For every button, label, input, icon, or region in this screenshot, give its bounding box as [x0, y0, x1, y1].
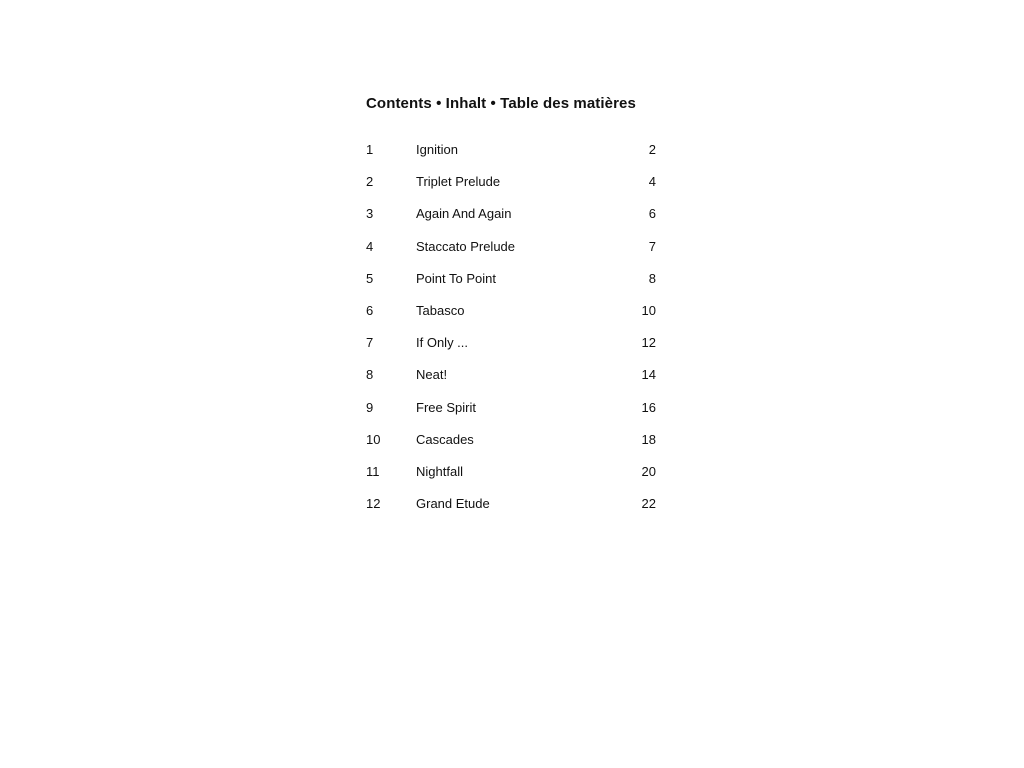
entry-page-number: 7 [648, 238, 656, 254]
entry-title: Staccato Prelude [416, 238, 516, 254]
entry-page-number: 22 [641, 496, 656, 512]
entry-number: 1 [366, 142, 374, 157]
entry-number: 10 [366, 431, 381, 447]
contents-entry [366, 432, 656, 464]
contents-entry [366, 367, 656, 399]
table-of-contents [366, 94, 658, 512]
page-title: Contents • Inhalt • Table des matières [366, 95, 636, 112]
entry-title: Tabasco [416, 302, 465, 318]
entry-page-number: 14 [641, 367, 656, 383]
contents-entry [366, 496, 656, 528]
contents-entry [366, 142, 656, 174]
entry-number: 4 [366, 238, 374, 254]
contents-entry [366, 335, 656, 367]
entry-page-number: 8 [648, 270, 656, 286]
contents-list [366, 142, 656, 528]
entry-page-number: 16 [641, 399, 656, 415]
entry-page-number: 20 [641, 463, 656, 479]
entry-title: If Only ... [416, 335, 469, 351]
entry-number: 6 [366, 302, 374, 318]
entry-number: 11 [366, 463, 380, 479]
entry-title: Point To Point [416, 270, 496, 286]
entry-number: 12 [366, 496, 381, 512]
entry-number: 8 [366, 367, 374, 383]
entry-title: Free Spirit [416, 399, 476, 415]
entry-number: 3 [366, 206, 374, 222]
entry-number: 5 [366, 270, 374, 286]
entry-number: 2 [366, 174, 374, 190]
contents-entry [366, 303, 656, 335]
entry-page-number: 18 [641, 431, 656, 447]
contents-entry [366, 271, 656, 303]
contents-entry [366, 174, 656, 206]
entry-page-number: 4 [648, 174, 656, 190]
entry-number: 7 [366, 335, 374, 351]
contents-entry [366, 239, 656, 271]
entry-title: Neat! [416, 367, 448, 383]
entry-page-number: 2 [648, 142, 656, 157]
entry-title: Triplet Prelude [416, 174, 501, 190]
entry-title: Again And Again [416, 206, 512, 222]
entry-page-number: 10 [641, 302, 656, 318]
entry-page-number: 12 [641, 335, 656, 351]
contents-entry [366, 464, 656, 496]
entry-page-number: 6 [648, 206, 656, 222]
entry-title: Ignition [416, 142, 458, 157]
entry-number: 9 [366, 399, 374, 415]
contents-entry [366, 400, 656, 432]
entry-title: Nightfall [416, 463, 463, 479]
entry-title: Grand Etude [416, 496, 490, 512]
entry-title: Cascades [416, 431, 474, 447]
contents-entry [366, 206, 656, 238]
